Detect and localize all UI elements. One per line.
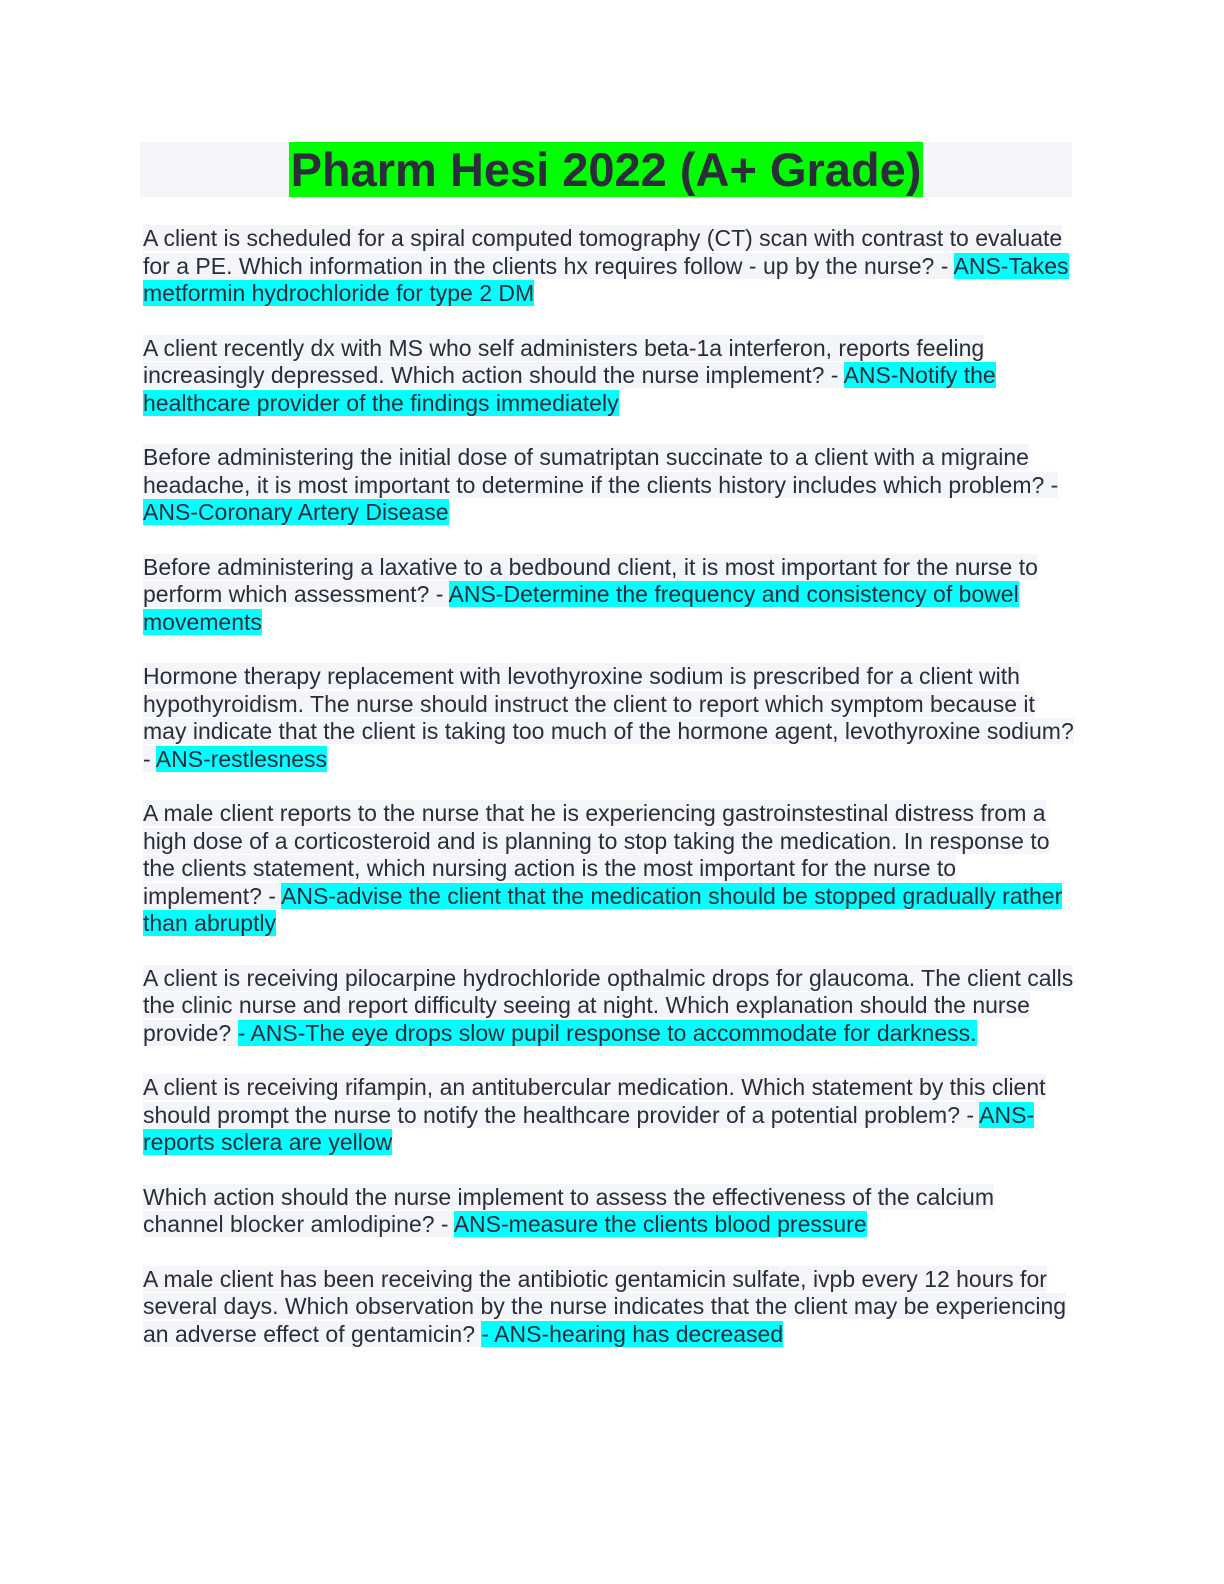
qa-item-5 [143, 663, 1078, 773]
question-text: A male client reports to the nurse that he is experiencing gastroinstestinal distress from a high dose of a corticosteroid and is planning to stop taking the medication. In response to the clients statement, which nursing action is the most important for the nurse to implement? - [143, 800, 1050, 909]
answer-text: ANS-Determine the frequency and consistency of bowel movements [143, 581, 1019, 635]
question-text: A client is scheduled for a spiral computed tomography (CT) scan with contrast to evaluate for a PE. Which information in the clients hx requires follow - up by the nurse? - [143, 225, 1063, 279]
question-text: A client is receiving rifampin, an antitubercular medication. Which statement by this client should prompt the nurse to notify the healthcare provider of a potential problem? - [143, 1074, 1046, 1128]
document-title: Pharm Hesi 2022 (A+ Grade) [290, 143, 922, 196]
qa-item-7 [143, 965, 1078, 1048]
qa-item-9 [143, 1184, 1078, 1239]
question-text: A client recently dx with MS who self administers beta-1a interferon, reports feeling increasingly depressed. Which action should the nurse implement? - [143, 334, 985, 388]
question-text: Which action should the nurse implement to assess the effectiveness of the calcium channel blocker amlodipine? - [143, 1183, 995, 1237]
qa-item-3 [143, 444, 1078, 527]
title-band [140, 142, 1072, 197]
answer-text: ANS-measure the clients blood pressure [453, 1211, 867, 1237]
qa-item-4 [143, 554, 1078, 637]
answer-text: ANS-Coronary Artery Disease [143, 499, 449, 525]
qa-item-2 [143, 335, 1078, 418]
question-text: A client is receiving pilocarpine hydrochloride opthalmic drops for glaucoma. The client calls the clinic nurse and report difficulty seeing at night. Which explanation should the nurse provide? [143, 964, 1074, 1046]
answer-text: ANS-restlesness [155, 745, 328, 772]
qa-item-6 [143, 800, 1078, 938]
answer-text: ANS-Takes metformin hydrochloride for type 2 DM [143, 252, 1069, 306]
qa-item-1 [143, 225, 1078, 308]
answer-text: - ANS-The eye drops slow pupil response to accommodate for darkness. [237, 1019, 977, 1046]
answer-text: ANS-advise the client that the medication should be stopped gradually rather than abruptly [143, 882, 1063, 936]
qa-item-8 [143, 1074, 1078, 1157]
qa-list [143, 225, 1078, 1375]
question-text: Before administering a laxative to a bedbound client, it is most important for the nurse to perform which assessment? - [143, 553, 1038, 607]
question-text: Before administering the initial dose of sumatriptan succinate to a client with a migraine headache, it is most important to determine if the clients history includes which problem? - [143, 444, 1059, 498]
question-text: A male client has been receiving the antibiotic gentamicin sulfate, ivpb every 12 hours for several days. Which observation by the nurse indicates that the client may be experiencing an adverse effect of gentamicin? [143, 1265, 1067, 1347]
answer-text: ANS-Notify the healthcare provider of the findings immediately [143, 362, 996, 416]
question-text: Hormone therapy replacement with levothyroxine sodium is prescribed for a client with hypothyroidism. The nurse should instruct the client to report which symptom because it may indicate that the client is taking too much of the hormone agent, levothyroxine sodium? - [143, 663, 1074, 772]
qa-item-10 [143, 1266, 1078, 1349]
answer-text: - ANS-hearing has decreased [481, 1320, 784, 1347]
answer-text: ANS-reports sclera are yellow [143, 1101, 1035, 1155]
